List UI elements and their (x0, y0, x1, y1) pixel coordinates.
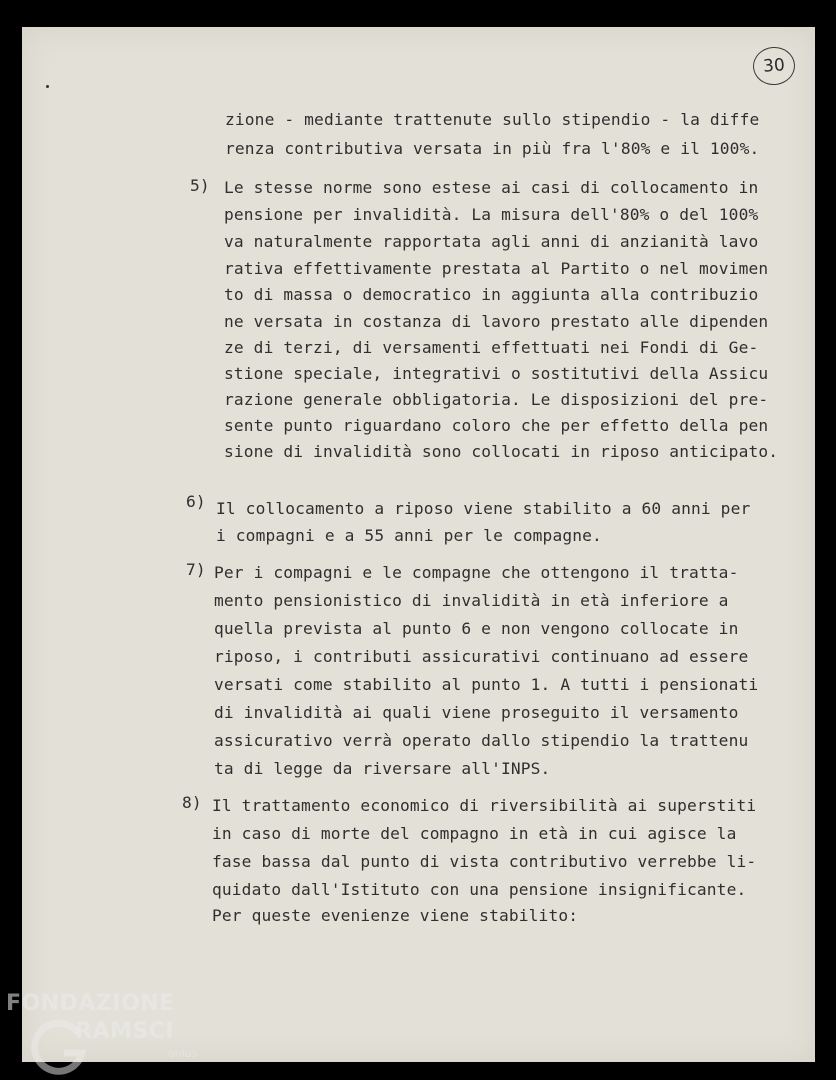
watermark-line2: RAMSCI (75, 1019, 175, 1044)
text-line: sente punto riguardano coloro che per effetto della pen (224, 416, 769, 435)
fondazione-gramsci-watermark (0, 985, 210, 1080)
text-line: rativa effettivamente prestata al Partito o nel movimen (224, 259, 769, 278)
item-number: 6) (186, 492, 206, 511)
watermark-suffix: onlus (168, 1047, 198, 1060)
text-line: in caso di morte del compagno in età in cui agisce la (212, 824, 737, 843)
text-line: sione di invalidità sono collocati in riposo anticipato. (224, 442, 779, 461)
text-line: ta di legge da riversare all'INPS. (214, 759, 551, 778)
text-line: i compagni e a 55 anni per le compagne. (216, 526, 602, 545)
text-line: mento pensionistico di invalidità in età inferiore a (214, 591, 729, 610)
text-line: Il trattamento economico di riversibilità ai superstiti (212, 796, 757, 815)
text-line: Il collocamento a riposo viene stabilito a 60 anni per (216, 499, 751, 518)
text-line: Le stesse norme sono estese ai casi di collocamento in (224, 178, 759, 197)
paper-speck (46, 85, 49, 88)
item-number: 8) (182, 793, 202, 812)
text-line: razione generale obbligatoria. Le disposizioni del pre- (224, 390, 769, 409)
item-number: 7) (186, 560, 206, 579)
text-line: di invalidità ai quali viene proseguito il versamento (214, 703, 739, 722)
text-line: quidato dall'Istituto con una pensione insignificante. (212, 880, 747, 899)
text-line: ze di terzi, di versamenti effettuati nei Fondi di Ge- (224, 338, 759, 357)
text-line: assicurativo verrà operato dallo stipendio la trattenu (214, 731, 749, 750)
item-number: 5) (190, 176, 210, 195)
text-line: renza contributiva versata in più fra l'80% e il 100%. (225, 139, 760, 158)
watermark-line1: FONDAZIONE (6, 991, 175, 1016)
text-line: riposo, i contributi assicurativi continuano ad essere (214, 647, 749, 666)
document-page (22, 27, 815, 1062)
text-line: ne versata in costanza di lavoro prestato alle dipenden (224, 312, 769, 331)
text-line: va naturalmente rapportata agli anni di anzianità lavo (224, 232, 759, 251)
text-line: versati come stabilito al punto 1. A tutti i pensionati (214, 675, 759, 694)
text-line: zione - mediante trattenute sullo stipendio - la diffe (225, 110, 760, 129)
text-line: Per i compagni e le compagne che ottengono il tratta- (214, 563, 739, 582)
text-line: quella prevista al punto 6 e non vengono collocate in (214, 619, 739, 638)
text-line: pensione per invalidità. La misura dell'80% o del 100% (224, 205, 759, 224)
page-number: 30 (752, 46, 797, 87)
text-line: fase bassa dal punto di vista contributivo verrebbe li- (212, 852, 757, 871)
text-line: Per queste evenienze viene stabilito: (212, 906, 579, 925)
text-line: to di massa o democratico in aggiunta alla contribuzio (224, 285, 759, 304)
text-line: stione speciale, integrativi o sostitutivi della Assicu (224, 364, 769, 383)
